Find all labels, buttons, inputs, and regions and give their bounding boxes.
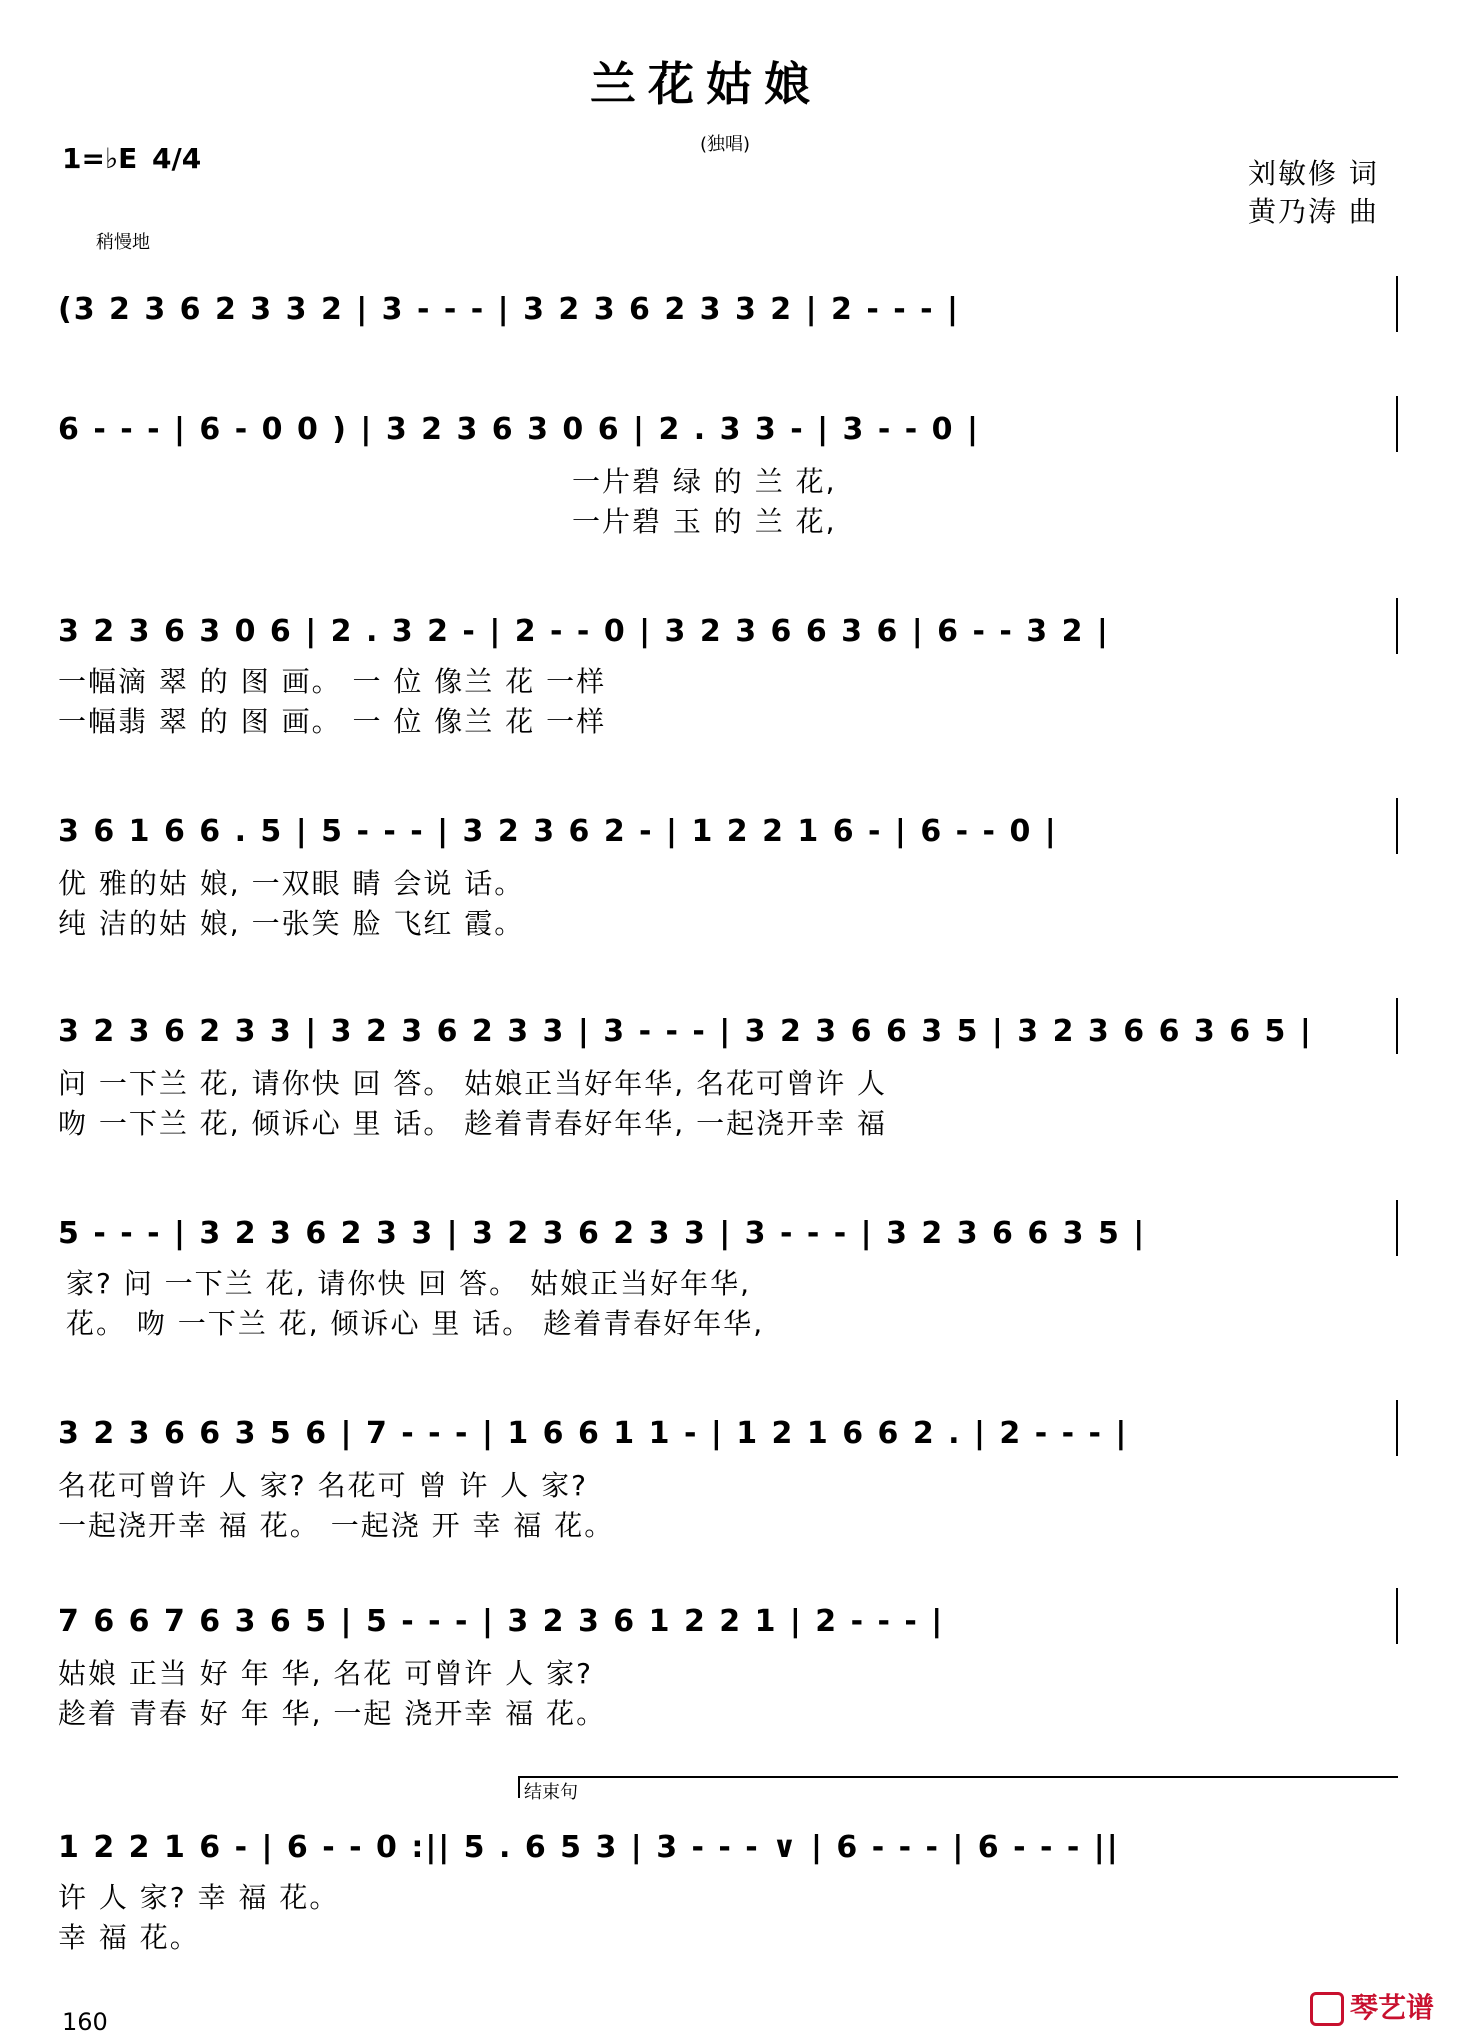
song-title: 兰花姑娘 bbox=[590, 57, 822, 111]
system-4-lyrics-1: 优 雅的姑 娘, 一双眼 睛 会说 话。 bbox=[58, 867, 525, 900]
lyricist-credit: 刘敏修 词 bbox=[1248, 157, 1379, 190]
tempo-marking: 稍慢地 bbox=[96, 232, 150, 253]
system-7-notes: 3 2 3 6 6 3 5 6 | 7 - - - | 1 6 6 1 1 - | 1 2 1 6 6 2 . | 2 - - - | bbox=[58, 1416, 1129, 1451]
system-4-notes: 3 6 1 6 6 . 5 | 5 - - - | 3 2 3 6 2 - | 1 2 2 1 6 - | 6 - - 0 | bbox=[58, 814, 1058, 849]
system-2-end-bar bbox=[1396, 396, 1398, 452]
piano-logo-icon bbox=[1310, 1992, 1344, 2026]
system-2-notes: 6 - - - | 6 - 0 0 ) | 3 2 3 6 3 0 6 | 2 . 3 3 - | 3 - - 0 | bbox=[58, 412, 980, 447]
ending-label: 结束句 bbox=[524, 1782, 578, 1803]
system-8-end-bar bbox=[1396, 1588, 1398, 1644]
system-3-end-bar bbox=[1396, 598, 1398, 654]
system-8-lyrics-2: 趁着 青春 好 年 华, 一起 浇开幸 福 花。 bbox=[58, 1697, 607, 1730]
system-2-lyrics-1: 一片碧 绿 的 兰 花, bbox=[572, 465, 837, 498]
system-6-lyrics-2: 花。 吻 一下兰 花, 倾诉心 里 话。 趁着青春好年华, bbox=[66, 1307, 765, 1340]
system-5-lyrics-2: 吻 一下兰 花, 倾诉心 里 话。 趁着青春好年华, 一起浇开幸 福 bbox=[58, 1107, 888, 1140]
system-9-notes: 1 2 2 1 6 - | 6 - - 0 :|| 5 . 6 5 3 | 3 - - - ∨ | 6 - - - | 6 - - - || bbox=[58, 1830, 1120, 1865]
system-9-lyrics-2: 幸 福 花。 bbox=[58, 1921, 200, 1954]
system-4-end-bar bbox=[1396, 798, 1398, 854]
system-3-notes: 3 2 3 6 3 0 6 | 2 . 3 2 - | 2 - - 0 | 3 2 3 6 6 3 6 | 6 - - 3 2 | bbox=[58, 614, 1110, 649]
watermark-text: 琴艺谱 bbox=[1350, 1991, 1435, 2024]
system-7-lyrics-1: 名花可曾许 人 家? 名花可 曾 许 人 家? bbox=[58, 1469, 589, 1502]
system-8-notes: 7 6 6 7 6 3 6 5 | 5 - - - | 3 2 3 6 1 2 2 1 | 2 - - - | bbox=[58, 1604, 945, 1639]
system-4-lyrics-2: 纯 洁的姑 娘, 一张笑 脸 飞红 霞。 bbox=[58, 907, 525, 940]
key-signature: 1=♭E bbox=[62, 142, 138, 175]
system-8-lyrics-1: 姑娘 正当 好 年 华, 名花 可曾许 人 家? bbox=[58, 1657, 593, 1690]
system-7-lyrics-2: 一起浇开幸 福 花。 一起浇 开 幸 福 花。 bbox=[58, 1509, 615, 1542]
system-1-end-bar bbox=[1396, 276, 1398, 332]
system-9-lyrics-1: 许 人 家? 幸 福 花。 bbox=[58, 1881, 340, 1914]
composer-credit: 黄乃涛 曲 bbox=[1248, 195, 1379, 228]
system-5-notes: 3 2 3 6 2 3 3 | 3 2 3 6 2 3 3 | 3 - - - | 3 2 3 6 6 3 5 | 3 2 3 6 6 3 6 5 | bbox=[58, 1014, 1313, 1049]
system-5-end-bar bbox=[1396, 998, 1398, 1054]
system-6-notes: 5 - - - | 3 2 3 6 2 3 3 | 3 2 3 6 2 3 3 | 3 - - - | 3 2 3 6 6 3 5 | bbox=[58, 1216, 1147, 1251]
system-2-lyrics-2: 一片碧 玉 的 兰 花, bbox=[572, 505, 837, 538]
system-3-lyrics-1: 一幅滴 翠 的 图 画。 一 位 像兰 花 一样 bbox=[58, 665, 607, 698]
system-3-lyrics-2: 一幅翡 翠 的 图 画。 一 位 像兰 花 一样 bbox=[58, 705, 607, 738]
system-6-end-bar bbox=[1396, 1200, 1398, 1256]
system-5-lyrics-1: 问 一下兰 花, 请你快 回 答。 姑娘正当好年华, 名花可曾许 人 bbox=[58, 1067, 888, 1100]
system-7-end-bar bbox=[1396, 1400, 1398, 1456]
system-6-lyrics-1: 家? 问 一下兰 花, 请你快 回 答。 姑娘正当好年华, bbox=[66, 1267, 751, 1300]
time-signature: 4/4 bbox=[152, 142, 202, 175]
page-number: 160 bbox=[62, 2008, 108, 2036]
ending-bracket bbox=[518, 1776, 1398, 1798]
watermark-logo bbox=[1310, 1986, 1434, 2026]
system-1-notes: (3 2 3 6 2 3 3 2 | 3 - - - | 3 2 3 6 2 3 3 2 | 2 - - - | bbox=[58, 292, 960, 327]
song-subtitle: (独唱) bbox=[700, 134, 751, 155]
